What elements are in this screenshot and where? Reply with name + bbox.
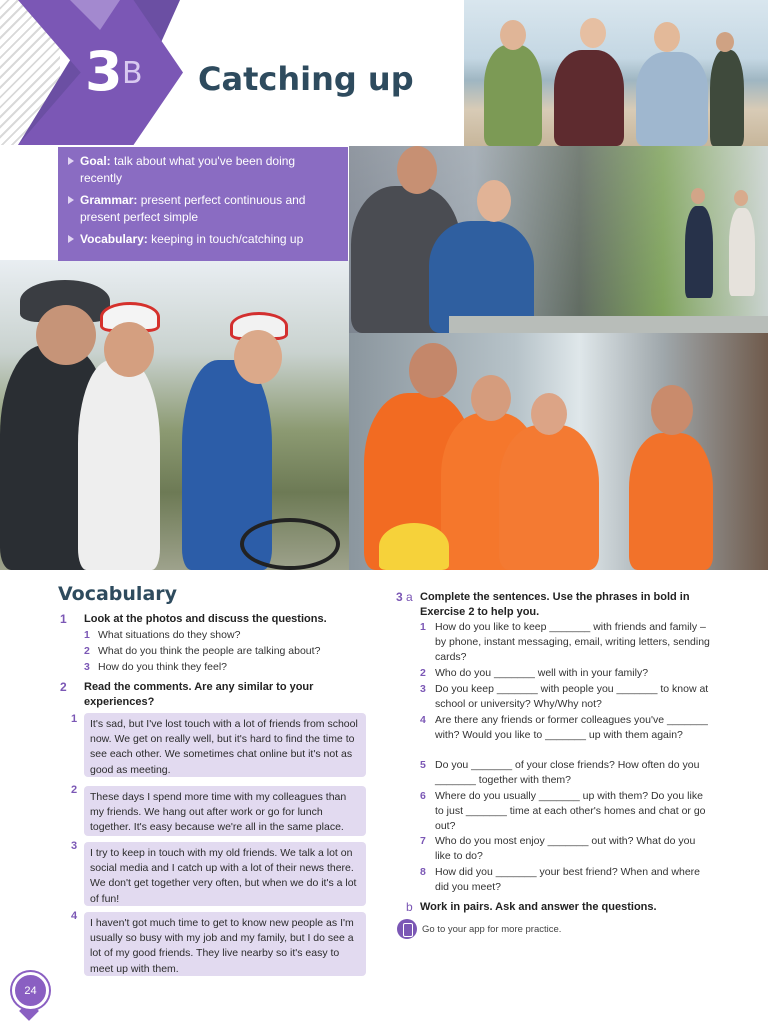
sentence-item: 3 Do you keep _______ with people you _______ to know at school or university? Why/Why not? <box>420 683 709 710</box>
sentence-item: 1 How do you like to keep _______ with friends and family – by phone, instant messaging, email, writing letters, sending cards? <box>420 621 710 663</box>
exercise-1-questions <box>84 627 374 675</box>
question-item: 2 What do you think the people are talking about? <box>84 645 321 657</box>
exercise-3a-instruction: Complete the sentences. Use the phrases in bold in Exercise 2 to help you. <box>420 591 690 618</box>
exercise-3-number: 3 <box>396 590 403 604</box>
vocabulary-label: Vocabulary: <box>80 232 148 246</box>
grammar-label: Grammar: <box>80 193 138 207</box>
goal-label: Goal: <box>80 154 111 168</box>
sentence-item: 5 Do you _______ of your close friends? How often do you _______ together with them? <box>420 759 700 786</box>
mobile-app-icon[interactable] <box>397 919 417 939</box>
photo-colleagues-office <box>349 146 768 333</box>
comment-number: 2 <box>71 784 78 796</box>
sentence-item: 8 How did you _______ your best friend? When and where did you meet? <box>420 866 701 893</box>
photo-cyclists <box>0 260 349 570</box>
photo-friends-beach <box>464 0 768 146</box>
comment-box: It's sad, but I've lost touch with a lot of friends from school now. We get on really well, but it's hard to find the time to see each other. We sometimes chat online but it's not as good as meeting. <box>84 713 366 777</box>
sentence-item: 4 Are there any friends or former colleagues you've _______ with? Would you like to _______ up with them again? <box>420 714 708 741</box>
sentence-item: 6 Where do you usually _______ up with them? Do you like to just _______ time at each other's homes and chat or go out? <box>420 790 706 832</box>
question-item: 1 What situations do they show? <box>84 629 241 641</box>
unit-letter: B <box>122 56 143 91</box>
grammar-item <box>68 192 338 226</box>
unit-number: 3 <box>85 40 121 103</box>
comment-box: I haven't got much time to get to know new people as I'm usually so busy with my job and my family, but I do see a lot of my good friends. They live nearby so it's easy to meet up with them. <box>84 912 366 976</box>
chevron-right-icon <box>68 157 74 165</box>
lesson-goals-box <box>58 147 348 261</box>
exercise-3a-letter: a <box>406 590 413 604</box>
goal-text: talk about what you've been doing recently <box>80 154 296 185</box>
page-title: Catching up <box>198 60 414 98</box>
exercise-2-instruction: Read the comments. Are any similar to your experiences? <box>84 681 314 708</box>
goal-item <box>68 153 338 187</box>
chevron-right-icon <box>68 196 74 204</box>
vocabulary-text: keeping in touch/catching up <box>151 232 304 246</box>
sentence-item: 2 Who do you _______ well with in your family? <box>420 667 649 679</box>
comment-box: I try to keep in touch with my old friends. We talk a lot on social media and I catch up with a lot of their news there. We don't get together very often, but when we do it's a lot of fun! <box>84 842 366 906</box>
exercise-1-instruction: Look at the photos and discuss the questions. <box>84 613 327 625</box>
comment-number: 1 <box>71 713 78 725</box>
question-item: 3 How do you think they feel? <box>84 661 227 673</box>
exercise-1-number: 1 <box>60 612 67 626</box>
app-practice-link[interactable]: Go to your app for more practice. <box>422 924 562 935</box>
comment-number: 4 <box>71 910 78 922</box>
vocabulary-item <box>68 231 338 248</box>
page-number: 24 <box>24 985 37 997</box>
chevron-right-icon <box>68 235 74 243</box>
page-number-badge <box>12 972 49 1009</box>
comment-number: 3 <box>71 840 78 852</box>
exercise-3b-letter: b <box>406 900 413 914</box>
section-title-vocabulary: Vocabulary <box>58 583 178 605</box>
comment-box: These days I spend more time with my colleagues than my friends. We hang out after work or go for lunch together. It's easy because we're all in the same place. <box>84 786 366 836</box>
exercise-2-number: 2 <box>60 680 67 694</box>
exercise-3b-instruction: Work in pairs. Ask and answer the questions. <box>420 901 657 913</box>
photo-construction-workers <box>349 333 768 570</box>
grammar-text: present perfect continuous and present perfect simple <box>80 193 306 224</box>
sentence-item: 7 Who do you most enjoy _______ out with? What do you like to do? <box>420 835 696 862</box>
